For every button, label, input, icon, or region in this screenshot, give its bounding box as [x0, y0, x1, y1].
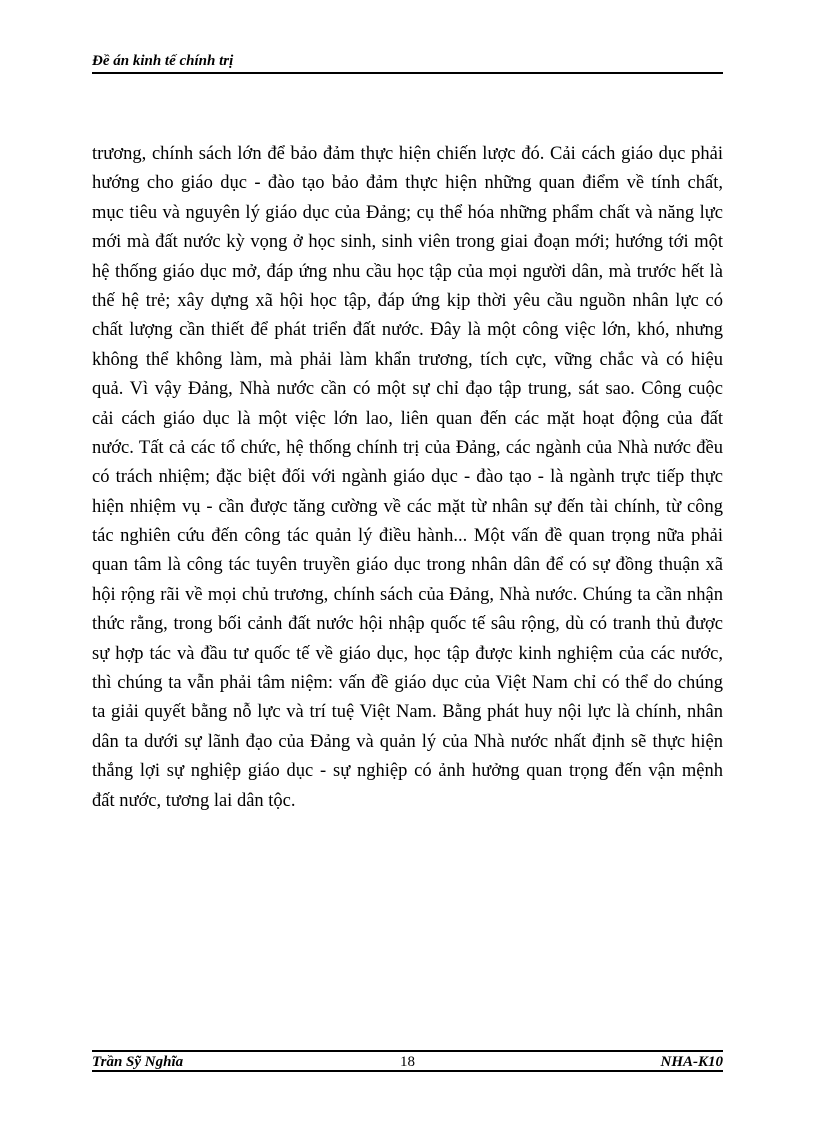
- text-line: ta giải quyết bằng nỗ lực và trí tuệ Việt Nam. Bằng phát huy nội lực là chính, nhân: [92, 702, 723, 723]
- text-line: thắng lợi sự nghiệp giáo dục - sự nghiệp có ảnh hưởng quan trọng đến vận mệnh: [92, 761, 723, 782]
- header-title: Đề án kinh tế chính trị: [92, 53, 234, 69]
- page-header: [92, 52, 723, 74]
- text-line: mới mà đất nước kỳ vọng ở học sinh, sinh viên trong giai đoạn mới; hướng tới một: [92, 232, 723, 253]
- text-line: chất lượng cần thiết để phát triển đất nước. Đây là một công việc lớn, khó, nhưng: [92, 320, 723, 341]
- text-line: thì chúng ta vẫn phải tâm niệm: vấn đề giáo dục của Việt Nam chỉ có thể do chúng: [92, 673, 723, 694]
- footer-author: Trần Sỹ Nghĩa: [92, 1054, 184, 1070]
- text-line: cải cách giáo dục là một việc lớn lao, liên quan đến các mặt hoạt động của đất: [92, 408, 723, 429]
- text-line: tác nghiên cứu đến công tác quản lý điều hành... Một vấn đề quan trọng nữa phải: [92, 526, 723, 547]
- text-line-last: đất nước, tương lai dân tộc.: [92, 790, 296, 811]
- footer-code: NHA-K10: [660, 1054, 723, 1070]
- text-line: hướng cho giáo dục - đào tạo bảo đảm thực hiện những quan điểm về tính chất,: [92, 173, 723, 194]
- text-line: có trách nhiệm; đặc biệt đối với ngành giáo dục - đào tạo - là ngành trực tiếp thực: [92, 467, 723, 488]
- text-line: quả. Vì vậy Đảng, Nhà nước cần có một sự chỉ đạo tập trung, sát sao. Công cuộc: [92, 379, 723, 400]
- text-line: sự hợp tác và đầu tư quốc tế về giáo dục, học tập được kinh nghiệm của các nước,: [92, 643, 723, 664]
- page-footer: [92, 1050, 723, 1072]
- text-line: thế hệ trẻ; xây dựng xã hội học tập, đáp ứng kịp thời yêu cầu nguồn nhân lực có: [92, 290, 723, 311]
- text-line: thức rằng, trong bối cảnh đất nước hội nhập quốc tế sâu rộng, dù có tranh thủ được: [92, 614, 723, 635]
- text-line: dân ta dưới sự lãnh đạo của Đảng và quản lý của Nhà nước nhất định sẽ thực hiện: [92, 731, 723, 752]
- page-number: 18: [400, 1054, 415, 1070]
- text-line: mục tiêu và nguyên lý giáo dục của Đảng; cụ thể hóa những phẩm chất và năng lực: [92, 202, 723, 223]
- body-paragraph: [92, 140, 723, 816]
- text-line: trương, chính sách lớn để bảo đảm thực hiện chiến lược đó. Cải cách giáo dục phải: [92, 144, 723, 164]
- text-line: hội rộng rãi về mọi chủ trương, chính sách của Đảng, Nhà nước. Chúng ta cần nhận: [92, 584, 723, 605]
- text-line: quan tâm là công tác tuyên truyền giáo dục trong nhân dân để có sự đồng thuận xã: [92, 555, 723, 576]
- text-line: hệ thống giáo dục mở, đáp ứng nhu cầu học tập của mọi người dân, mà trước hết là: [92, 261, 723, 282]
- text-line: hiện nhiệm vụ - cần được tăng cường về các mặt từ nhân sự đến tài chính, từ công: [92, 496, 723, 517]
- text-line: không thể không làm, mà phải làm khẩn trương, tích cực, vững chắc và có hiệu: [92, 349, 723, 370]
- text-line: nước. Tất cả các tổ chức, hệ thống chính trị của Đảng, các ngành của Nhà nước đều: [92, 437, 723, 458]
